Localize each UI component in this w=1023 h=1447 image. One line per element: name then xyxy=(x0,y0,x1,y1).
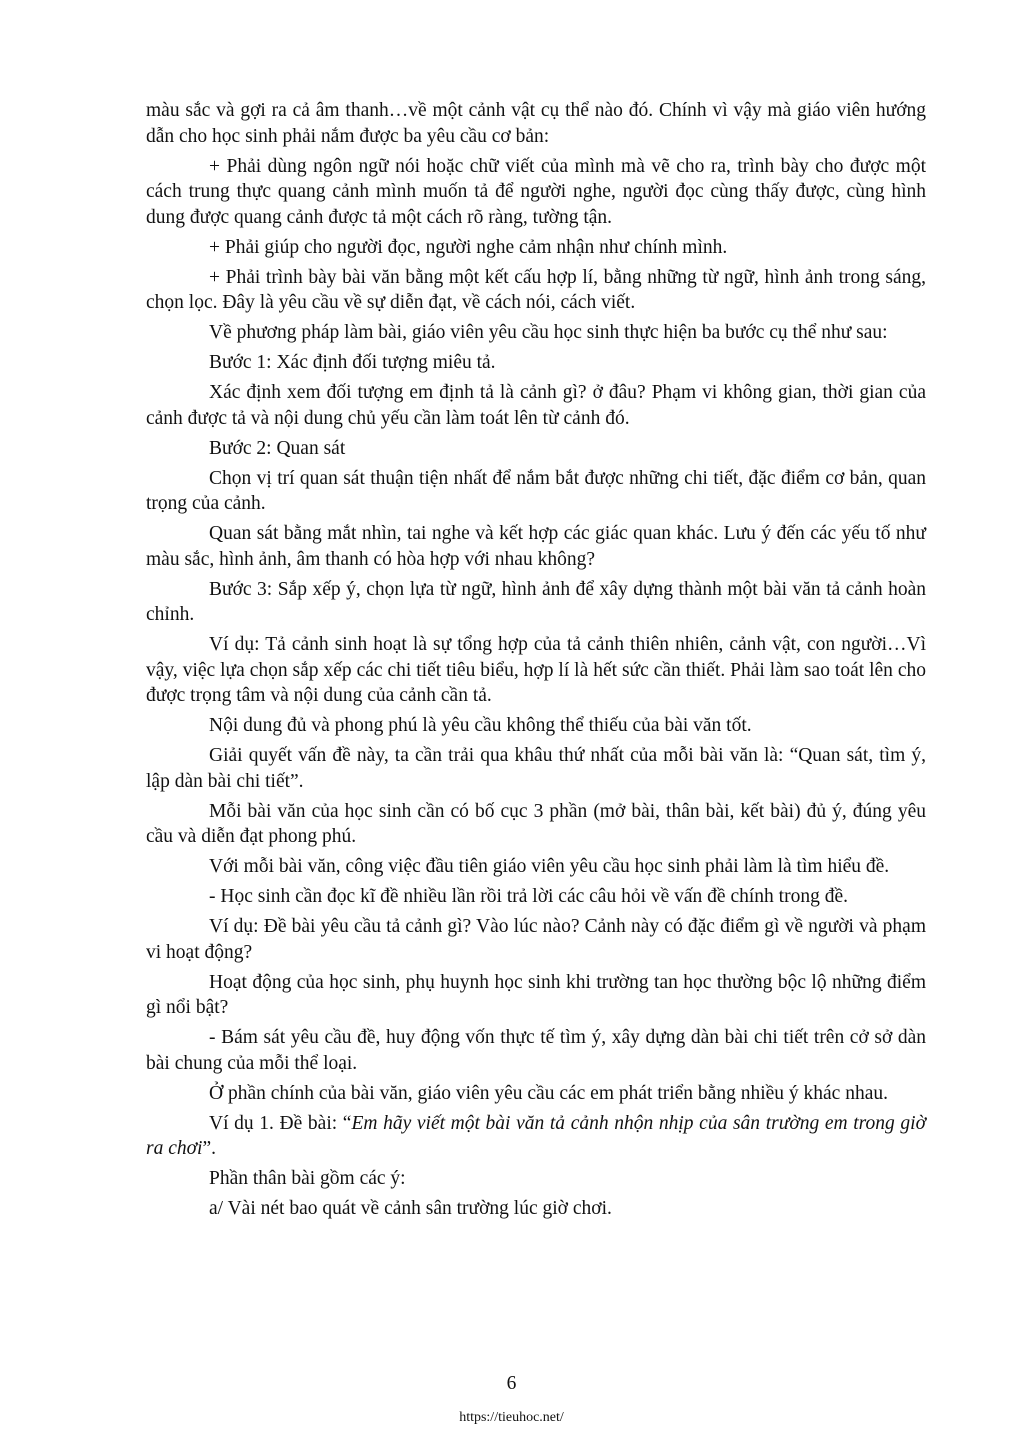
paragraph xyxy=(146,265,926,316)
paragraph-text: màu sắc và gợi ra cả âm thanh…về một cảnh vật cụ thể nào đó. Chính vì vậy mà giáo viên hướng dẫn cho học sinh phải nắm được ba yêu cầu cơ bản: xyxy=(146,100,926,147)
paragraph-text: Giải quyết vấn đề này, ta cần trải qua khâu thứ nhất của mỗi bài văn là: “Quan sát, tìm ý, lập dàn bài chi tiết”. xyxy=(146,745,926,792)
paragraph xyxy=(146,914,926,965)
paragraph-text: Ví dụ 1. Đề bài: “ xyxy=(209,1112,352,1134)
paragraph-text: + Phải giúp cho người đọc, người nghe cảm nhận như chính mình. xyxy=(209,236,728,258)
paragraph-text: Chọn vị trí quan sát thuận tiện nhất để nắm bắt được những chi tiết, đặc điểm cơ bản, quan trọng của cảnh. xyxy=(146,467,926,514)
paragraph xyxy=(146,632,926,709)
paragraph-text: Xác định xem đối tượng em định tả là cảnh gì? ở đâu? Phạm vi không gian, thời gian của cảnh được tả và nội dung chủ yếu cần làm toát lên từ cảnh đó. xyxy=(146,382,926,429)
paragraph xyxy=(146,854,926,880)
paragraph xyxy=(146,320,926,346)
paragraph-text: Ở phần chính của bài văn, giáo viên yêu cầu các em phát triển bằng nhiều ý khác nhau. xyxy=(209,1082,888,1104)
paragraph xyxy=(146,1166,926,1192)
paragraph xyxy=(146,154,926,231)
paragraph-text: - Bám sát yêu cầu đề, huy động vốn thực tế tìm ý, xây dựng dàn bài chi tiết trên cở sở dàn bài chung của mỗi thể loại. xyxy=(146,1027,926,1074)
italic-text: Em hãy viết một bài văn tả cảnh nhộn nhịp của sân trường em trong giờ ra chơi xyxy=(146,1112,926,1159)
paragraph xyxy=(146,1081,926,1107)
paragraph-text: Mỗi bài văn của học sinh cần có bố cục 3 phần (mở bài, thân bài, kết bài) đủ ý, đúng yêu cầu và diễn đạt phong phú. xyxy=(146,800,926,847)
paragraph xyxy=(146,350,926,376)
paragraph-text: - Học sinh cần đọc kĩ đề nhiều lần rồi trả lời các câu hỏi về vấn đề chính trong đề. xyxy=(209,886,848,907)
paragraph xyxy=(146,884,926,910)
paragraph xyxy=(146,380,926,431)
paragraph-text: ”. xyxy=(202,1138,216,1159)
paragraph-text: Ví dụ: Tả cảnh sinh hoạt là sự tổng hợp của tả cảnh thiên nhiên, cảnh vật, con người…Vì vậy, việc lựa chọn sắp xếp các chi tiết tiêu biểu, hợp lí là hết sức cần thiết. Phải làm sao toát lên cho được trọng tâm và nội dung của cảnh cần tả. xyxy=(146,634,926,706)
paragraph xyxy=(146,577,926,628)
paragraph xyxy=(146,970,926,1021)
paragraph-text: Phần thân bài gồm các ý: xyxy=(209,1168,406,1189)
paragraph-text: Bước 1: Xác định đối tượng miêu tả. xyxy=(209,352,496,373)
paragraph-text: Về phương pháp làm bài, giáo viên yêu cầu học sinh thực hiện ba bước cụ thể như sau: xyxy=(209,322,888,343)
paragraph-text: Ví dụ: Đề bài yêu cầu tả cảnh gì? Vào lúc nào? Cảnh này có đặc điểm gì về người và phạm vi hoạt động? xyxy=(146,916,926,963)
paragraph xyxy=(146,1025,926,1076)
paragraph-text: Bước 2: Quan sát xyxy=(209,437,346,459)
page-number: 6 xyxy=(506,1373,517,1394)
paragraph-text: Với mỗi bài văn, công việc đầu tiên giáo viên yêu cầu học sinh phải làm là tìm hiểu đề. xyxy=(209,856,890,877)
paragraph xyxy=(146,466,926,517)
paragraph-text: Nội dung đủ và phong phú là yêu cầu không thể thiếu của bài văn tốt. xyxy=(209,715,752,736)
paragraph xyxy=(146,235,926,261)
paragraph xyxy=(146,98,926,149)
paragraph-text: Quan sát bằng mắt nhìn, tai nghe và kết hợp các giác quan khác. Lưu ý đến các yếu tố như màu sắc, hình ảnh, âm thanh có hòa hợp với nhau không? xyxy=(146,523,926,570)
paragraph-text: + Phải dùng ngôn ngữ nói hoặc chữ viết của mình mà vẽ cho ra, trình bày cho được một cách trung thực quang cảnh mình muốn tả để người nghe, người đọc cùng thấy được, cùng hình dung được quang cảnh được tả một cách rõ ràng, tường tận. xyxy=(146,155,926,228)
paragraph xyxy=(146,521,926,572)
paragraph-text: + Phải trình bày bài văn bằng một kết cấu hợp lí, bằng những từ ngữ, hình ảnh trong sáng, chọn lọc. Đây là yêu cầu về sự diễn đạt, về cách nói, cách viết. xyxy=(146,266,926,313)
paragraph xyxy=(146,713,926,739)
paragraph xyxy=(146,436,926,462)
paragraph xyxy=(146,1196,926,1222)
paragraph-text: Bước 3: Sắp xếp ý, chọn lựa từ ngữ, hình ảnh để xây dựng thành một bài văn tả cảnh hoàn chỉnh. xyxy=(146,578,926,625)
paragraph xyxy=(146,743,926,794)
paragraph-text: a/ Vài nét bao quát về cảnh sân trường lúc giờ chơi. xyxy=(209,1198,612,1219)
paragraph xyxy=(146,799,926,850)
footer-url: https://tieuhoc.net/ xyxy=(459,1410,564,1425)
document-body xyxy=(146,98,926,1226)
paragraph-text: Hoạt động của học sinh, phụ huynh học sinh khi trường tan học thường bộc lộ những điểm gì nổi bật? xyxy=(146,971,926,1018)
paragraph xyxy=(146,1111,926,1162)
